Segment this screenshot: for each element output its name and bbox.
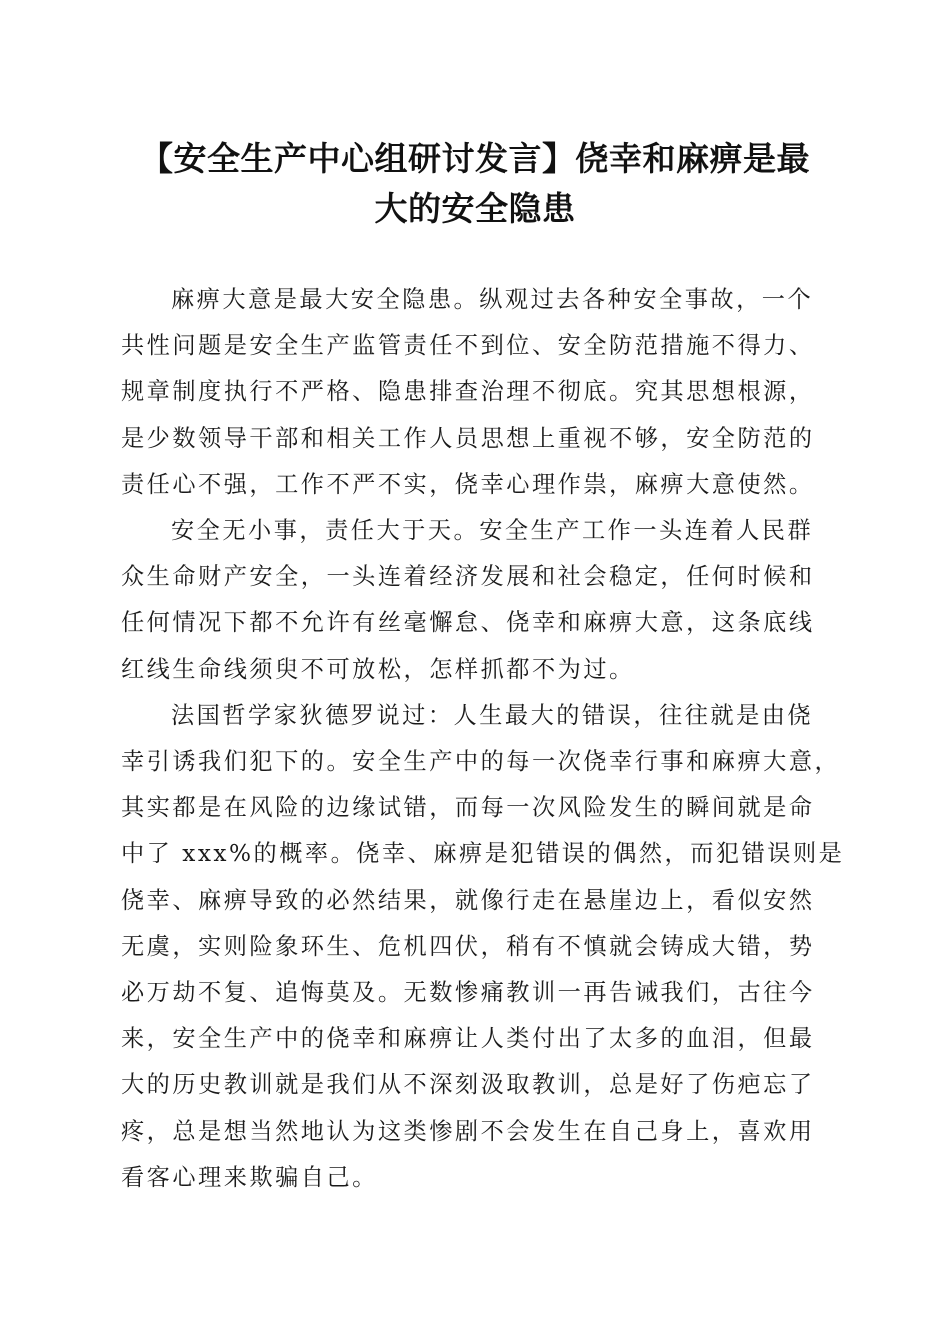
text-line: 侥幸、麻痹导致的必然结果，就像行走在悬崖边上，看似安然 xyxy=(121,886,815,914)
text-line: 来，安全生产中的侥幸和麻痹让人类付出了太多的血泪，但最 xyxy=(121,1025,815,1053)
text-line: 责任心不强，工作不严不实，侥幸心理作祟，麻痹大意使然。 xyxy=(121,470,815,498)
text-line: 法国哲学家狄德罗说过：人生最大的错误，往往就是由侥 xyxy=(171,701,814,729)
text-line: 必万劫不复、追悔莫及。无数惨痛教训一再告诫我们，古往今 xyxy=(121,979,815,1007)
text-line: 看客心理来欺骗自己。 xyxy=(121,1163,378,1191)
paragraph-3 xyxy=(121,693,845,1201)
text-line: 是少数领导干部和相关工作人员思想上重视不够，安全防范的 xyxy=(121,424,815,452)
paragraph-2 xyxy=(121,508,831,693)
text-line: 其实都是在风险的边缘试错，而每一次风险发生的瞬间就是命 xyxy=(121,794,815,822)
text-line: 麻痹大意是最大安全隐患。纵观过去各种安全事故，一个 xyxy=(171,286,814,313)
title-line-1: 【安全生产中心组研讨发言】侥幸和麻痹是最 xyxy=(140,139,810,178)
text-line: 众生命财产安全，一头连着经济发展和社会稳定，任何时候和 xyxy=(121,563,815,591)
text-line: 安全无小事，责任大于天。安全生产工作一头连着人民群 xyxy=(171,517,814,545)
text-line: 幸引诱我们犯下的。安全生产中的每一次侥幸行事和麻痹大意， xyxy=(121,748,841,776)
document-body xyxy=(121,277,845,1201)
text-line: 任何情况下都不允许有丝毫懈怠、侥幸和麻痹大意，这条底线 xyxy=(121,609,815,637)
document-title xyxy=(110,134,840,234)
text-line: 共性问题是安全生产监管责任不到位、安全防范措施不得力、 xyxy=(121,332,815,360)
text-line: 大的历史教训就是我们从不深刻汲取教训，总是好了伤疤忘了 xyxy=(121,1071,815,1099)
title-line-2: 大的安全隐患 xyxy=(374,189,576,228)
paragraph-1 xyxy=(121,277,831,508)
text-line: 无虞，实则险象环生、危机四伏，稍有不慎就会铸成大错，势 xyxy=(121,932,815,960)
text-line: 规章制度执行不严格、隐患排查治理不彻底。究其思想根源， xyxy=(121,378,815,406)
text-line: 疼，总是想当然地认为这类惨剧不会发生在自己身上，喜欢用 xyxy=(121,1117,815,1145)
text-line: 中了 xxx%的概率。侥幸、麻痹是犯错误的偶然，而犯错误则是 xyxy=(121,840,845,868)
text-line: 红线生命线须臾不可放松，怎样抓都不为过。 xyxy=(121,655,635,683)
